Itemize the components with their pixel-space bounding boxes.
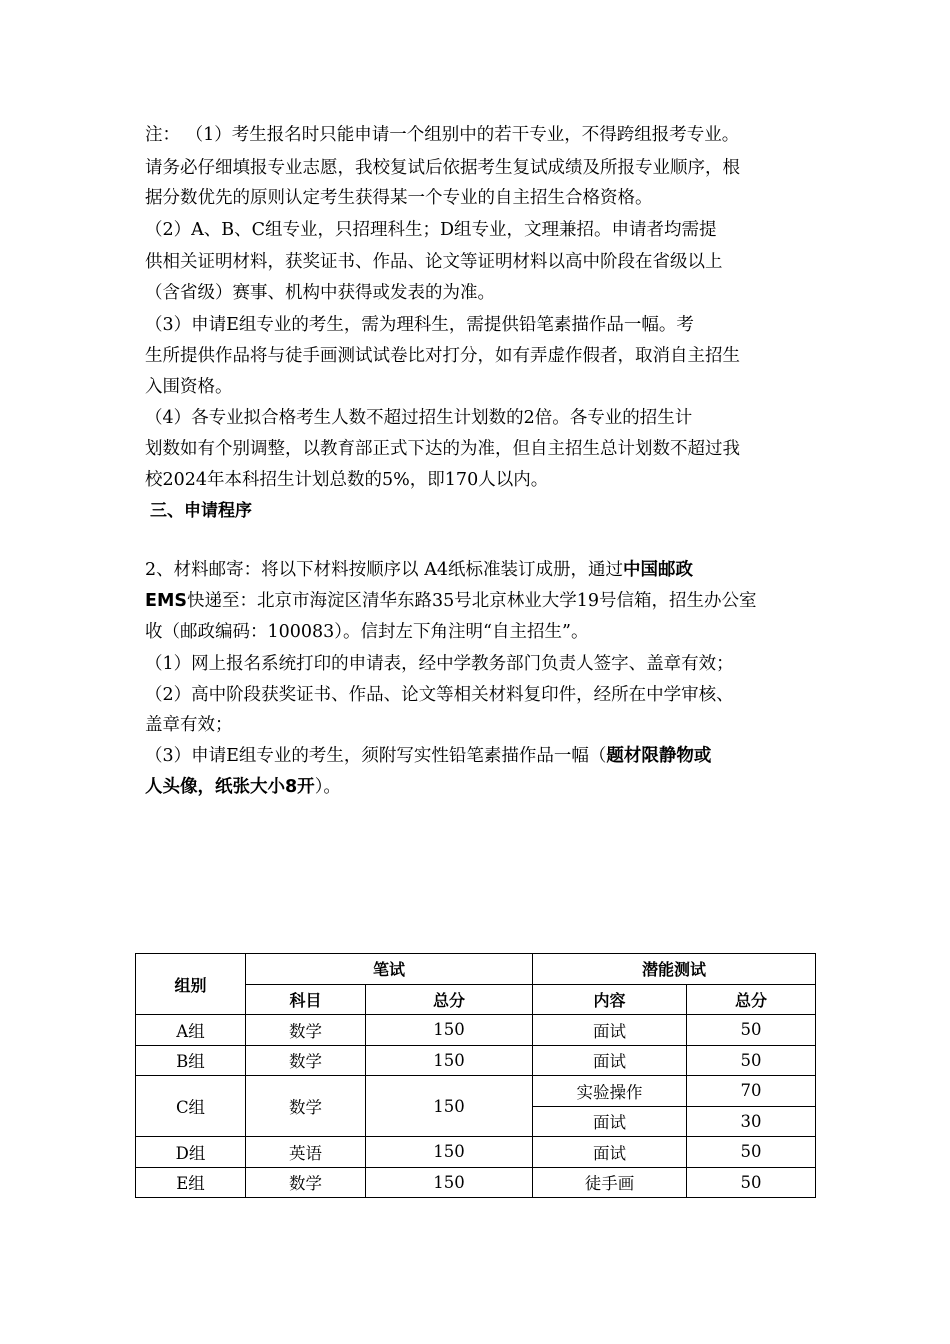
written-total-cell: 150 [366,1045,533,1076]
subject-cell: 数学 [246,1167,366,1198]
mailing-line-2 [145,589,757,613]
material-item-2-line-1: （2）高中阶段获奖证书、作品、论文等相关材料复印件，经所在中学审核、 [145,685,734,705]
material-item-3-line-2 [145,775,341,799]
note-3-line-1: （3）申请E组专业的考生，需为理科生，需提供铅笔素描作品一幅。考 [145,315,694,335]
subject-cell: 数学 [246,1015,366,1046]
note-2-line-2: 供相关证明材料，获奖证书、作品、论文等证明材料以高中阶段在省级以上 [145,252,723,272]
written-total-cell: 150 [366,1076,533,1137]
exam-scores-table [135,953,816,1198]
material-item-3-bold-2: 人头像，纸张大小8开 [145,777,315,797]
material-item-1: （1）网上报名系统打印的申请表，经中学教务部门负责人签字、盖章有效； [145,654,734,674]
score-cell: 30 [687,1106,816,1137]
note-3-line-2: 生所提供作品将与徒手画测试试卷比对打分，如有弄虚作假者，取消自主招生 [145,346,740,366]
group-cell: E组 [136,1167,246,1198]
col-header-group: 组别 [136,954,246,1015]
note-1-line-1: 注： （1）考生报名时只能申请一个组别中的若干专业，不得跨组报考专业。 [145,125,740,145]
mailing-line-3: 收（邮政编码：100083）。信封左下角注明“自主招生”。 [145,622,589,642]
written-total-cell: 150 [366,1015,533,1046]
note-4-line-1: （4）各专业拟合格考生人数不超过招生计划数的2倍。各专业的招生计 [145,408,693,428]
note-4-line-2: 划数如有个别调整，以教育部正式下达的为准，但自主招生总计划数不超过我 [145,439,740,459]
group-cell: D组 [136,1137,246,1168]
score-cell: 50 [687,1137,816,1168]
mailing-line-1-text: 2、材料邮寄：将以下材料按顺序以 A4纸标准装订成册，通过 [145,560,623,580]
score-cell: 50 [687,1015,816,1046]
table-row [136,1076,816,1107]
col-header-potential: 潜能测试 [533,954,816,985]
note-1-line-3: 据分数优先的原则认定考生获得某一个专业的自主招生合格资格。 [145,188,653,208]
section-3-heading: 三、申请程序 [150,501,252,521]
note-4-line-3: 校2024年本科招生计划总数的5%，即170人以内。 [145,470,549,490]
material-item-3-bold-1: 题材限静物或 [606,746,712,766]
content-cell: 实验操作 [533,1076,687,1107]
subject-cell: 数学 [246,1045,366,1076]
col-header-potential-total: 总分 [687,984,816,1015]
mailing-line-1 [145,558,693,582]
written-total-cell: 150 [366,1137,533,1168]
mailing-carrier: 中国邮政 [622,560,693,580]
subject-cell: 数学 [246,1076,366,1137]
material-item-3-text: （3）申请E组专业的考生，须附写实性铅笔素描作品一幅（ [145,746,607,766]
mailing-address: 快递至：北京市海淀区清华东路35号北京林业大学19号信箱，招生办公室 [186,591,757,611]
score-cell: 50 [687,1167,816,1198]
table-row [136,1015,816,1046]
group-cell: C组 [136,1076,246,1137]
content-cell: 面试 [533,1015,687,1046]
written-total-cell: 150 [366,1167,533,1198]
mailing-ems: EMS [145,591,187,611]
group-cell: A组 [136,1015,246,1046]
table-row [136,1045,816,1076]
col-header-written: 笔试 [246,954,533,985]
col-header-written-total: 总分 [366,984,533,1015]
content-cell: 面试 [533,1045,687,1076]
content-cell: 面试 [533,1106,687,1137]
col-header-content: 内容 [533,984,687,1015]
score-cell: 50 [687,1045,816,1076]
note-2-line-3: （含省级）赛事、机构中获得或发表的为准。 [145,283,495,303]
score-cell: 70 [687,1076,816,1107]
material-item-2-line-2: 盖章有效； [145,715,233,735]
col-header-subject: 科目 [246,984,366,1015]
note-2-line-1: （2）A、B、C组专业，只招理科生；D组专业，文理兼招。申请者均需提 [145,220,717,240]
content-cell: 徒手画 [533,1167,687,1198]
note-3-line-3: 入围资格。 [145,377,233,397]
table-row [136,1137,816,1168]
subject-cell: 英语 [246,1137,366,1168]
group-cell: B组 [136,1045,246,1076]
content-cell: 面试 [533,1137,687,1168]
material-item-3-line-1 [145,744,711,768]
note-1-line-2: 请务必仔细填报专业志愿，我校复试后依据考生复试成绩及所报专业顺序，根 [145,158,740,178]
material-item-3-end: ）。 [314,777,341,797]
table-row [136,1167,816,1198]
table-header-row-1 [136,954,816,985]
